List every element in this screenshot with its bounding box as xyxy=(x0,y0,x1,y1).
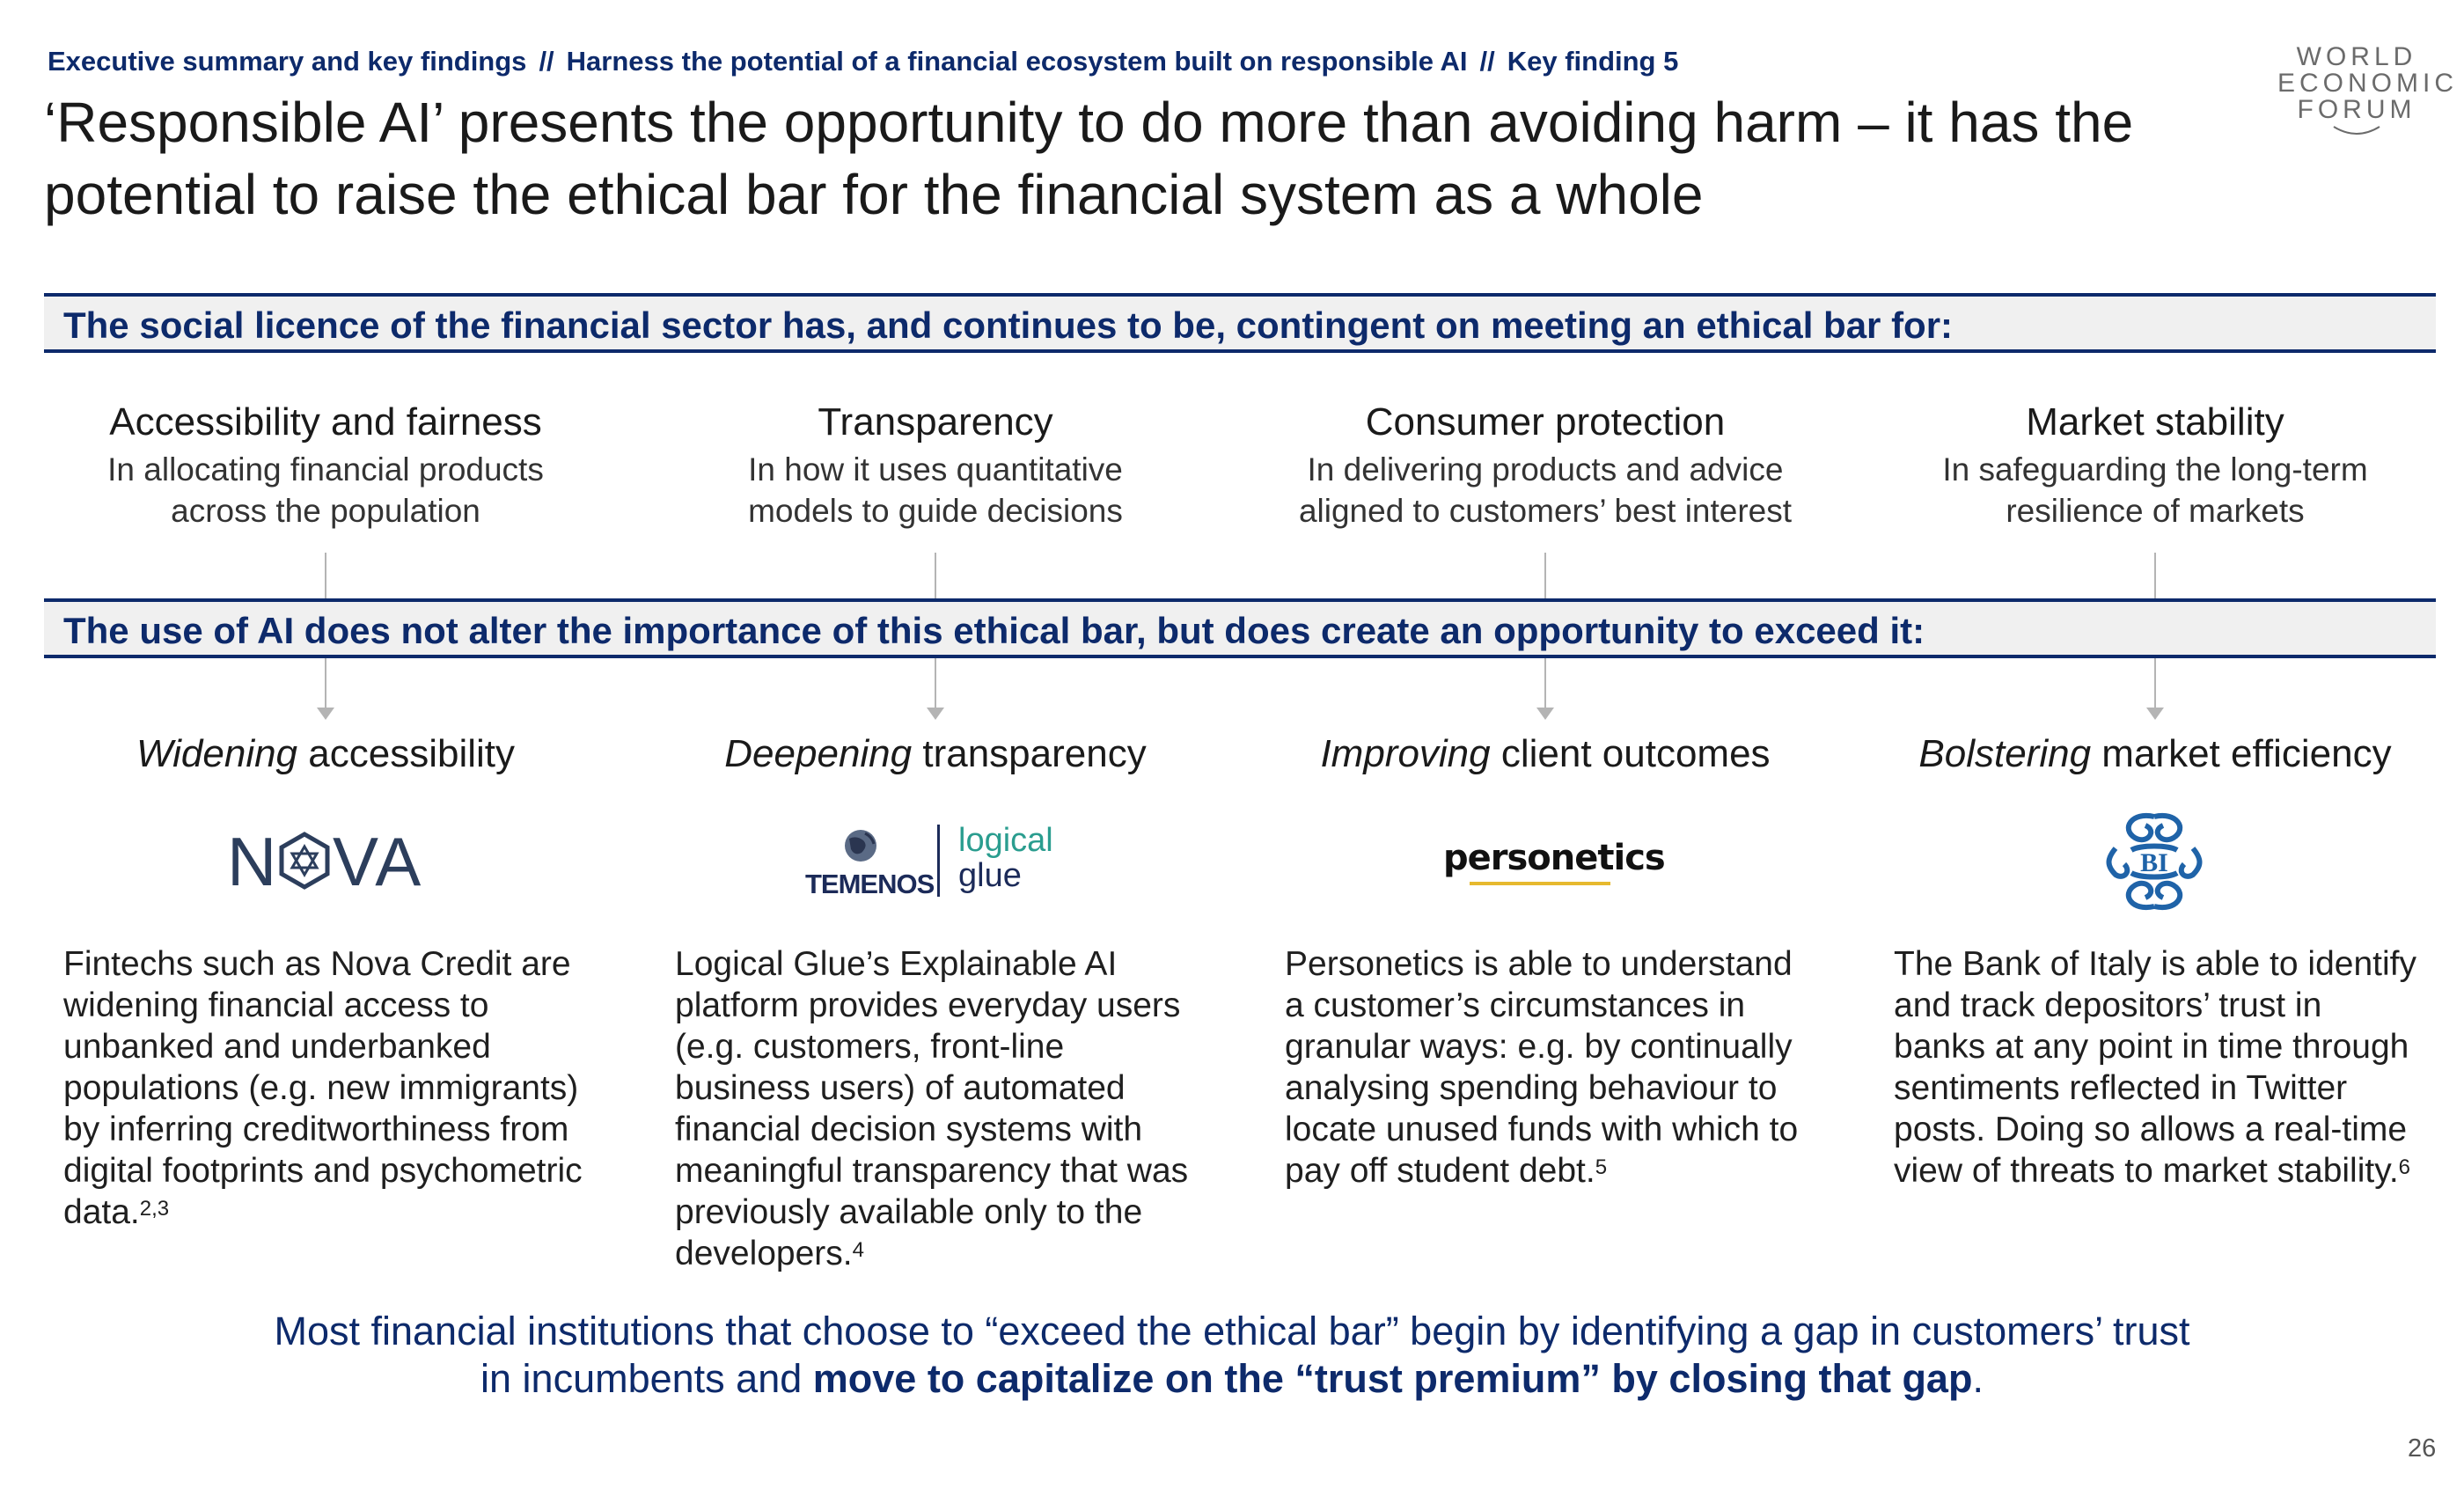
opportunity-heading-widening xyxy=(18,732,634,776)
breadcrumb-item[interactable]: Harness the potential of a financial ecosystem built on responsible AI xyxy=(566,46,1468,77)
temenos-wordmark: TEMENOS xyxy=(805,869,935,899)
arrow-down-icon xyxy=(1536,708,1554,720)
connector-line xyxy=(1544,553,1546,598)
page-title-line: ‘Responsible AI’ presents the opportunity to do more than avoiding harm – it has the xyxy=(44,91,2134,154)
breadcrumb-item[interactable]: Executive summary and key findings xyxy=(48,46,527,77)
footnote-ref[interactable]: 4 xyxy=(852,1238,864,1262)
logo-arc-icon xyxy=(2330,125,2383,139)
nova-hexagon-icon xyxy=(282,834,327,887)
banner-text: The use of AI does not alter the importance of this ethical bar, but does create an opportunity to exceed it: xyxy=(63,610,1925,651)
connector-line xyxy=(935,553,936,598)
description-text: Fintechs such as Nova Credit are widening financial access to unbanked and underbanked populations (e.g. new immigrants) by inferring creditworthiness from digital footprints and psychometric data. xyxy=(63,945,583,1231)
svg-text:VA: VA xyxy=(333,827,423,894)
breadcrumb-separator: // xyxy=(1479,46,1495,77)
logo-line: ECONOMIC xyxy=(2277,69,2458,98)
breadcrumb-item[interactable]: Key finding 5 xyxy=(1507,46,1679,77)
connector-line xyxy=(1544,658,1546,709)
connector-line xyxy=(935,658,936,709)
footnote-ref[interactable]: 5 xyxy=(1595,1155,1608,1179)
pillar-description xyxy=(645,449,1226,532)
connector-line xyxy=(2154,658,2156,709)
conclusion-line: Most financial institutions that choose to “exceed the ethical bar” begin by identifying a gap in customers’ trust xyxy=(274,1309,2190,1353)
globe-icon xyxy=(839,826,883,865)
breadcrumb xyxy=(48,46,1678,77)
pillar-description-line: In safeguarding the long-term xyxy=(1942,451,2368,488)
logical-glue-line: logical xyxy=(958,822,1053,859)
arrow-down-icon xyxy=(317,708,334,720)
opportunity-heading-bolstering xyxy=(1847,732,2463,776)
arrow-down-icon xyxy=(2146,708,2164,720)
pillar-market-stability xyxy=(1865,398,2446,532)
pillar-heading: Consumer protection xyxy=(1365,400,1726,444)
logo-line: FORUM xyxy=(2297,95,2416,124)
logo-divider xyxy=(937,825,940,897)
personetics-wordmark: personetics xyxy=(1443,838,1665,878)
pillar-description xyxy=(35,449,616,532)
pillar-description-line: In delivering products and advice xyxy=(1307,451,1784,488)
opportunity-heading-italic: Improving xyxy=(1320,732,1491,775)
arrow-down-icon xyxy=(927,708,944,720)
opportunity-heading-text: accessibility xyxy=(297,732,515,775)
conclusion-emphasis: move to capitalize on the “trust premium” by closing that gap xyxy=(812,1356,1973,1401)
opportunity-heading-italic: Widening xyxy=(136,732,298,775)
pillar-description-line: In how it uses quantitative xyxy=(748,451,1123,488)
opportunity-description-logical-glue xyxy=(675,943,1203,1274)
opportunity-description-personetics xyxy=(1285,943,1813,1192)
footnote-ref[interactable]: 2,3 xyxy=(139,1197,170,1221)
logical-glue-line: glue xyxy=(958,857,1022,894)
conclusion-text: in incumbents and xyxy=(480,1356,813,1401)
opportunity-description-nova xyxy=(63,943,591,1233)
connector-line xyxy=(2154,553,2156,598)
opportunity-banner xyxy=(44,598,2436,658)
pillar-transparency xyxy=(645,398,1226,532)
pillar-heading: Accessibility and fairness xyxy=(109,400,542,444)
personetics-tagline-bar xyxy=(1470,882,1610,885)
page-number: 26 xyxy=(2408,1434,2437,1463)
connector-line xyxy=(325,658,326,709)
pillar-description-line: In allocating financial products xyxy=(107,451,544,488)
pillar-description-line: resilience of markets xyxy=(2006,493,2305,529)
conclusion-line xyxy=(264,1355,2200,1403)
connector-line xyxy=(325,553,326,598)
page-title xyxy=(44,86,2226,231)
pillar-description-line: models to guide decisions xyxy=(748,493,1123,529)
pillar-consumer-protection xyxy=(1255,398,1836,532)
opportunity-heading-text: transparency xyxy=(912,732,1147,775)
conclusion-statement xyxy=(264,1308,2200,1403)
opportunity-heading-italic: Bolstering xyxy=(1918,732,2092,775)
opportunity-heading-italic: Deepening xyxy=(724,732,913,775)
pillar-description-line: across the population xyxy=(171,493,480,529)
svg-text:BI: BI xyxy=(2140,848,2168,877)
personetics-logo xyxy=(1443,838,1672,899)
svg-text:N: N xyxy=(227,827,279,894)
opportunity-heading-text: market efficiency xyxy=(2091,732,2392,775)
wef-logo xyxy=(2277,42,2458,124)
page-title-line: potential to raise the ethical bar for the financial system as a whole xyxy=(44,163,1704,226)
pillar-description-line: aligned to customers’ best interest xyxy=(1298,493,1793,529)
description-text: The Bank of Italy is able to identify and track depositors’ trust in banks at any point in time through sentiments reflected in Twitter posts. Doing so allows a real-time view of threats to market stability. xyxy=(1894,945,2416,1190)
opportunity-heading-deepening xyxy=(627,732,1243,776)
pillar-heading: Transparency xyxy=(818,400,1053,444)
logo-line: WORLD xyxy=(2296,42,2417,71)
pillar-description xyxy=(1255,449,1836,532)
breadcrumb-separator: // xyxy=(539,46,554,77)
pillar-heading: Market stability xyxy=(2026,400,2284,444)
pillar-description xyxy=(1865,449,2446,532)
ethical-bar-banner xyxy=(44,293,2436,353)
temenos-logical-glue-logo xyxy=(805,823,1069,902)
opportunity-description-bank-of-italy xyxy=(1894,943,2422,1192)
logical-glue-wordmark xyxy=(958,823,1053,893)
banner-text: The social licence of the financial sector has, and continues to be, contingent on meeting an ethical bar for: xyxy=(63,304,1954,346)
footnote-ref[interactable]: 6 xyxy=(2398,1155,2411,1179)
opportunity-heading-improving xyxy=(1237,732,1853,776)
bank-of-italy-crest-icon xyxy=(2105,810,2204,913)
nova-credit-logo xyxy=(227,827,429,894)
description-text: Logical Glue’s Explainable AI platform provides everyday users (e.g. customers, front-line business users) of automated financial decision systems with meaningful transparency that was previously available only to the developers. xyxy=(675,945,1189,1272)
description-text: Personetics is able to understand a customer’s circumstances in granular ways: e.g. by continually analysing spending behaviour to locate unused funds with which to pay off student debt. xyxy=(1285,945,1799,1190)
pillar-accessibility xyxy=(35,398,616,532)
conclusion-text: . xyxy=(1972,1356,1984,1401)
opportunity-heading-text: client outcomes xyxy=(1490,732,1771,775)
